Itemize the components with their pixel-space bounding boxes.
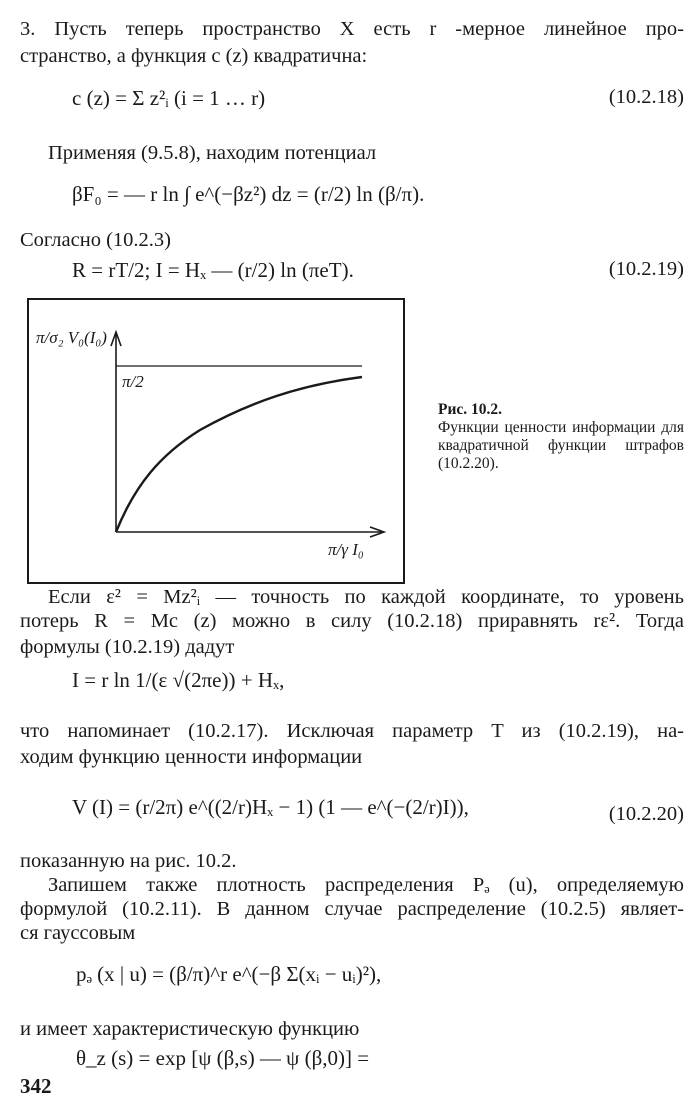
equation-10-2-19: R = rT/2; I = Hₓ — (r/2) ln (πeT).: [72, 258, 354, 282]
equation-I: I = r ln 1/(ε √(2πe)) + Hₓ,: [72, 668, 285, 692]
equation-10-2-20: V (I) = (r/2π) e^((2/r)Hₓ − 1) (1 — e^(−(2/r)I)),: [72, 795, 469, 819]
paragraph-line: ходим функцию ценности информации: [20, 746, 363, 768]
equation-number: (10.2.18): [608, 86, 684, 108]
equation-gauss: pₔ (x | u) = (β/π)^r e^(−β Σ(xᵢ − uᵢ)²),: [76, 962, 382, 986]
equation-characteristic: θ_z (s) = exp [ψ (β,s) — ψ (β,0)] =: [76, 1046, 370, 1070]
paragraph-line: 3. Пусть теперь пространство X есть r -мерное линейное про-: [20, 18, 684, 40]
page-number: 342: [20, 1074, 52, 1098]
equation-10-2-18: c (z) = Σ z²ᵢ (i = 1 … r): [72, 86, 266, 110]
value-curve: [116, 377, 362, 532]
x-axis-label: π/γ I₀: [328, 540, 364, 559]
caption-body: Функции ценности информации для квадратичной функции штрафов (10.2.20).: [438, 419, 684, 472]
paragraph-line: и имеет характеристическую функцию: [20, 1018, 360, 1040]
paragraph-line: формулы (10.2.19) дадут: [20, 636, 235, 658]
paragraph-line: показанную на рис. 10.2.: [20, 850, 237, 872]
asymptote-label: π/2: [122, 372, 144, 391]
y-axis-label: π/σ₂ V₀(I₀): [36, 328, 107, 347]
paragraph-line: Применяя (9.5.8), находим потенциал: [48, 142, 377, 164]
paragraph-line: Согласно (10.2.3): [20, 229, 171, 251]
caption-title: Рис. 10.2.: [438, 401, 503, 418]
equation-number: (10.2.19): [608, 258, 684, 280]
equation-number: (10.2.20): [608, 803, 684, 825]
paragraph-line: Запишем также плотность распределения Pₔ (u), определяемую: [48, 874, 684, 896]
equation-potential: βF₀ = — r ln ∫ e^(−βz²) dz = (r/2) ln (β/π).: [72, 182, 425, 206]
paragraph-line: ся гауссовым: [20, 922, 136, 944]
figure-caption: [438, 401, 684, 473]
paragraph-line: потерь R = Mc (z) можно в силу (10.2.18) приравнять rε². Тогда: [20, 610, 684, 632]
paragraph-line: странство, а функция c (z) квадратична:: [20, 45, 368, 67]
paragraph-line: Если ε² = Mz²ᵢ — точность по каждой координате, то уровень: [48, 586, 684, 608]
paragraph-line: формулой (10.2.11). В данном случае распределение (10.2.5) являет-: [20, 898, 684, 920]
paragraph-line: что напоминает (10.2.17). Исключая параметр T из (10.2.19), на-: [20, 720, 684, 742]
